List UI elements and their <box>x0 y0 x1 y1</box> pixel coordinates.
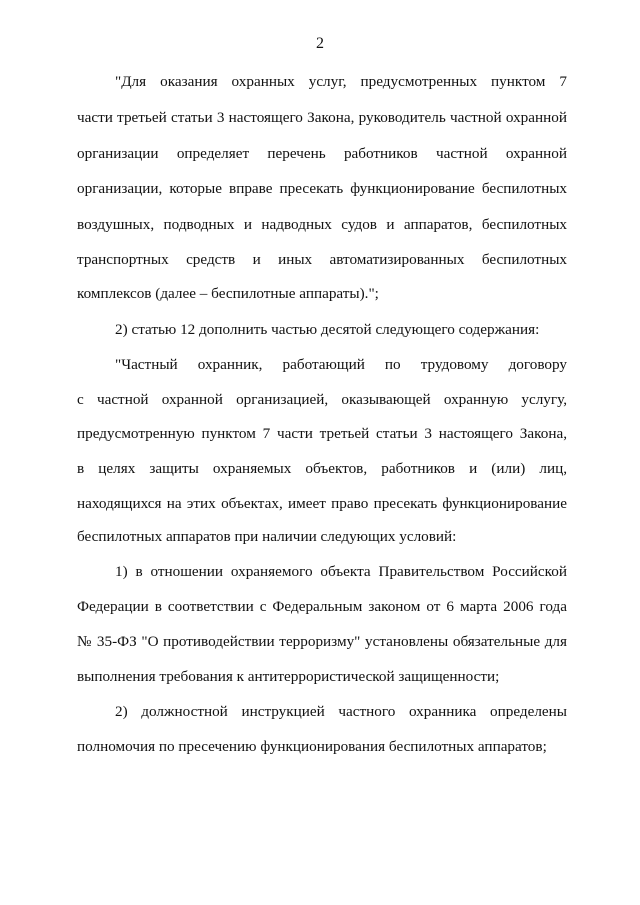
text-line: комплексов (далее – беспилотные аппараты)."; <box>77 285 379 302</box>
text-line: № 35-ФЗ "О противодействии терроризму" установлены обязательные для <box>77 633 567 650</box>
text-line: выполнения требования к антитеррористической защищенности; <box>77 668 500 685</box>
text-line: воздушных, подводных и надводных судов и аппаратов, беспилотных <box>77 216 567 233</box>
page-number: 2 <box>316 35 324 52</box>
text-line: транспортных средств и иных автоматизированных беспилотных <box>77 251 567 268</box>
text-line: беспилотных аппаратов при наличии следующих условий: <box>77 528 457 545</box>
text-line: 2) должностной инструкцией частного охранника определены <box>115 703 567 720</box>
text-line: "Частный охранник, работающий по трудовому договору <box>115 356 567 373</box>
text-line: части третьей статьи 3 настоящего Закона, руководитель частной охранной <box>77 109 567 126</box>
text-line: предусмотренную пунктом 7 части третьей статьи 3 настоящего Закона, <box>77 425 567 442</box>
text-line: с частной охранной организацией, оказывающей охранную услугу, <box>77 391 567 408</box>
text-line: организации, которые вправе пресекать функционирование беспилотных <box>77 180 567 197</box>
text-line: в целях защиты охраняемых объектов, работников и (или) лиц, <box>77 460 567 477</box>
text-line: "Для оказания охранных услуг, предусмотренных пунктом 7 <box>115 73 567 90</box>
text-line: 2) статью 12 дополнить частью десятой следующего содержания: <box>115 321 540 338</box>
text-line: полномочия по пресечению функционирования беспилотных аппаратов; <box>77 738 547 755</box>
text-line: Федерации в соответствии с Федеральным законом от 6 марта 2006 года <box>77 598 567 615</box>
text-line: 1) в отношении охраняемого объекта Правительством Российской <box>115 563 567 580</box>
text-line: находящихся на этих объектах, имеет право пресекать функционирование <box>77 495 567 512</box>
text-line: организации определяет перечень работников частной охранной <box>77 145 567 162</box>
